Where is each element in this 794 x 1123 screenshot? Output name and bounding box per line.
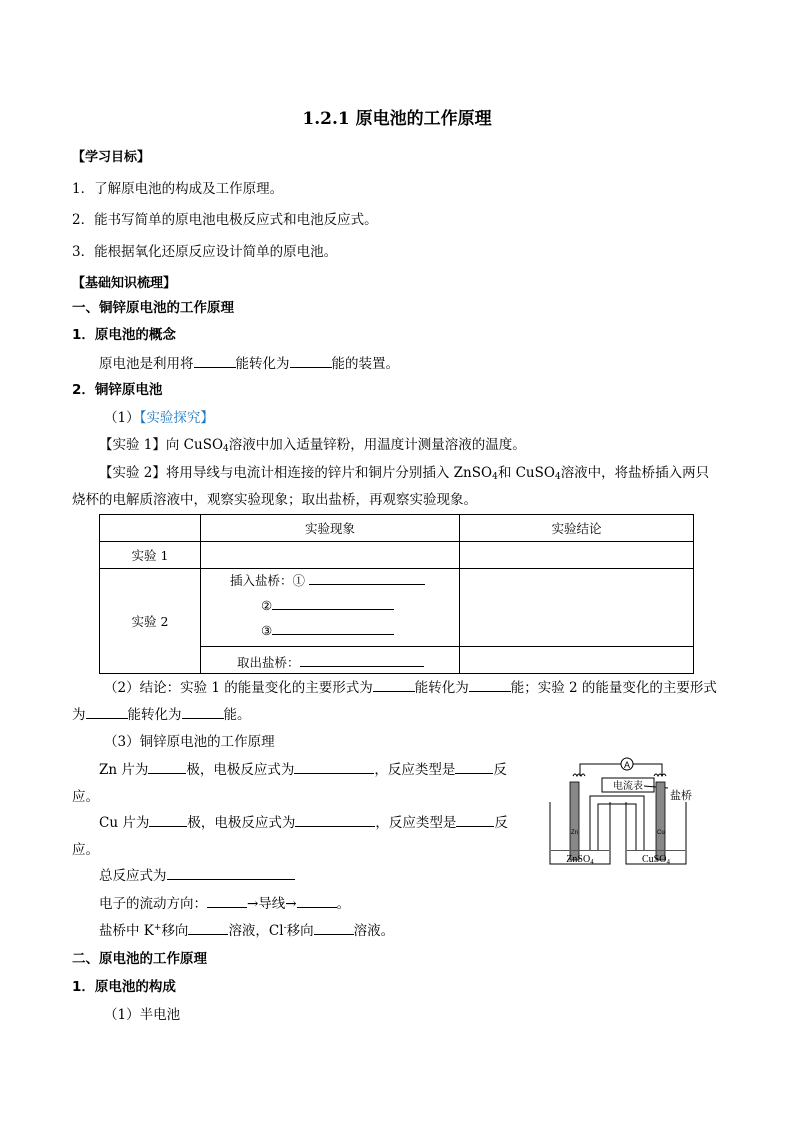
blank-cu-type[interactable]	[456, 812, 494, 827]
blank-insert-3[interactable]	[272, 622, 394, 635]
exp2-sub2: 4	[554, 472, 561, 482]
blank-c2[interactable]	[469, 677, 511, 692]
table-row1-conclusion[interactable]	[460, 542, 694, 569]
cu-line	[99, 811, 508, 831]
bridge-d: 移向	[286, 923, 314, 939]
blank-cu-equation[interactable]	[295, 812, 375, 827]
cu-line2: 应。	[72, 842, 99, 858]
insert-label: 插入盐桥：①	[230, 573, 306, 588]
zn-b: 极，电极反应式为	[186, 762, 295, 778]
blank-zn-equation[interactable]	[294, 759, 374, 774]
goal-item-2: 2．能书写简单的原电池电极反应式和电池反应式。	[72, 212, 378, 228]
part1-line	[104, 406, 214, 426]
section1-sub2-title: 2．铜锌原电池	[72, 382, 163, 398]
total-label: 总反应式为	[99, 868, 167, 884]
exp2-line2: 烧杯的电解质溶液中，观察实验现象；取出盐桥，再观察实验现象。	[72, 492, 477, 508]
bridge-sup1: +	[153, 923, 162, 933]
exp1-sub: 4	[223, 444, 229, 454]
table-row2-remove-cell	[201, 647, 460, 674]
conclusion-b: 能转化为	[414, 680, 469, 696]
section2-part1: （1）半电池	[104, 1007, 181, 1023]
cu-b: 极，电极反应式为	[187, 815, 296, 831]
blank-insert-1[interactable]	[309, 572, 425, 585]
electron-b: →导线→	[247, 896, 297, 912]
exp2-line	[99, 461, 709, 482]
blank-cl-target[interactable]	[314, 920, 354, 935]
exp2-text-c: 溶液中，将盐桥插入两只	[560, 465, 710, 481]
right-solution-surface	[627, 850, 685, 851]
zn-label: Zn	[571, 830, 579, 836]
cu-label: Cu	[657, 830, 665, 836]
bridge-e: 溶液。	[353, 923, 395, 939]
exp1-line	[99, 433, 526, 454]
concept-text-c: 能的装置。	[331, 356, 399, 372]
blank-k-target[interactable]	[188, 920, 228, 935]
conclusion-e: 能转化为	[127, 707, 182, 723]
electron-c: 。	[336, 896, 351, 912]
bridge-b: 移向	[161, 923, 189, 939]
right-solution-label: CuSO$_4$	[642, 854, 670, 866]
concept-text-a: 原电池是利用将	[99, 356, 194, 372]
left-solution-surface	[551, 850, 609, 851]
table-row2-insert-cell	[201, 569, 460, 647]
part1-label: 【实验探究】	[139, 410, 214, 426]
blank-c3[interactable]	[86, 704, 128, 719]
blank-electron-to[interactable]	[297, 893, 337, 908]
table-header-conclusion: 实验结论	[460, 515, 694, 542]
bridge-c: 溶液，Cl	[228, 923, 284, 939]
blank-remove[interactable]	[300, 654, 424, 667]
blank-zn-type[interactable]	[455, 759, 493, 774]
exp1-text-b: 溶液中加入适量锌粉，用温度计测量溶液的温度。	[228, 437, 526, 453]
electron-a: 电子的流动方向：	[99, 896, 207, 912]
blank-c1[interactable]	[373, 677, 415, 692]
section2-title: 二、原电池的工作原理	[72, 951, 207, 967]
concept-text-b: 能转化为	[235, 356, 290, 372]
bridge-label: 盐桥	[670, 789, 692, 802]
remove-label: 取出盐桥：	[237, 655, 300, 670]
part3-title: （3）铜锌原电池的工作原理	[104, 734, 275, 750]
mark-2: ②	[261, 598, 273, 613]
table-row2-label: 实验 2	[100, 569, 201, 674]
electron-line	[99, 892, 350, 912]
blank-total[interactable]	[167, 865, 295, 880]
coil-right	[654, 774, 666, 776]
table-row2-conclusion-insert[interactable]	[460, 569, 694, 647]
exp1-label: 【实验 1】	[99, 437, 166, 453]
blank-cu-pole[interactable]	[149, 812, 187, 827]
total-line	[99, 864, 295, 884]
goal-item-3: 3．能根据氧化还原反应设计简单的原电池。	[72, 244, 338, 260]
basics-header: 【基础知识梳理】	[72, 276, 177, 291]
blank-energy-from[interactable]	[194, 353, 236, 368]
zn-line	[99, 758, 507, 778]
blank-c4[interactable]	[182, 704, 224, 719]
goals-header: 【学习目标】	[72, 150, 151, 165]
conclusion-f: 能。	[223, 707, 251, 723]
conclusion-d: 为	[72, 707, 86, 723]
insert-line-1	[230, 571, 425, 589]
salt-bridge	[590, 796, 644, 850]
wire-right	[633, 764, 662, 776]
section2-sub1-title: 1．原电池的构成	[72, 979, 176, 995]
exp2-label: 【实验 2】	[99, 465, 166, 481]
blank-insert-2[interactable]	[272, 597, 394, 610]
table-row1-label: 实验 1	[100, 542, 201, 569]
goal-item-1: 1．了解原电池的构成及工作原理。	[72, 181, 284, 197]
wire-left	[580, 764, 621, 776]
conclusion-a: （2）结论：实验 1 的能量变化的主要形式为	[104, 680, 373, 696]
galvanic-cell-diagram	[540, 754, 720, 872]
section1-title: 一、铜锌原电池的工作原理	[72, 300, 234, 316]
zn-electrode	[570, 782, 579, 860]
conclusion-line1	[104, 676, 717, 696]
blank-electron-from[interactable]	[207, 893, 247, 908]
coil-left	[573, 774, 585, 776]
cu-c: ，反应类型是	[375, 815, 457, 831]
section1-sub1-title: 1．原电池的概念	[72, 327, 176, 343]
concept-line	[99, 352, 399, 372]
table-row1-phenomenon[interactable]	[201, 542, 460, 569]
mark-3: ③	[261, 623, 273, 638]
bridge-a: 盐桥中 K	[99, 923, 154, 939]
exp2-text-a: 将用导线与电流计相连接的锌片和铜片分别插入 ZnSO	[165, 465, 493, 481]
zn-line2: 应。	[72, 789, 99, 805]
table-header-phenomenon: 实验现象	[201, 515, 460, 542]
page-title: 1.2.1 原电池的工作原理	[302, 109, 492, 129]
bridge-sup2: -	[283, 923, 287, 933]
table-corner	[100, 515, 201, 542]
zn-d: 反	[493, 762, 507, 778]
zn-c: ，反应类型是	[374, 762, 456, 778]
ammeter-label: 电流表	[613, 781, 643, 792]
part1-prefix: （1）	[104, 410, 140, 426]
bridge-line	[99, 919, 394, 939]
zn-a: Zn 片为	[99, 762, 149, 778]
cu-a: Cu 片为	[99, 815, 150, 831]
insert-line-3	[261, 622, 394, 638]
table-row2-conclusion-remove[interactable]	[460, 647, 694, 674]
experiment-table	[99, 514, 694, 674]
cu-d: 反	[494, 815, 508, 831]
blank-zn-pole[interactable]	[148, 759, 186, 774]
conclusion-line2	[72, 703, 251, 723]
remove-line	[237, 653, 424, 671]
ammeter-symbol: A	[623, 760, 631, 770]
conclusion-c: 能；实验 2 的能量变化的主要形式	[510, 680, 717, 696]
cu-electrode	[656, 782, 665, 860]
left-solution-label: ZnSO$_4$	[566, 854, 594, 866]
exp2-text-b: 和 CuSO	[497, 465, 555, 481]
exp2-sub1: 4	[492, 472, 498, 482]
blank-energy-to[interactable]	[290, 353, 332, 368]
exp1-text-a: 向 CuSO	[165, 437, 224, 453]
insert-line-2	[261, 597, 394, 613]
